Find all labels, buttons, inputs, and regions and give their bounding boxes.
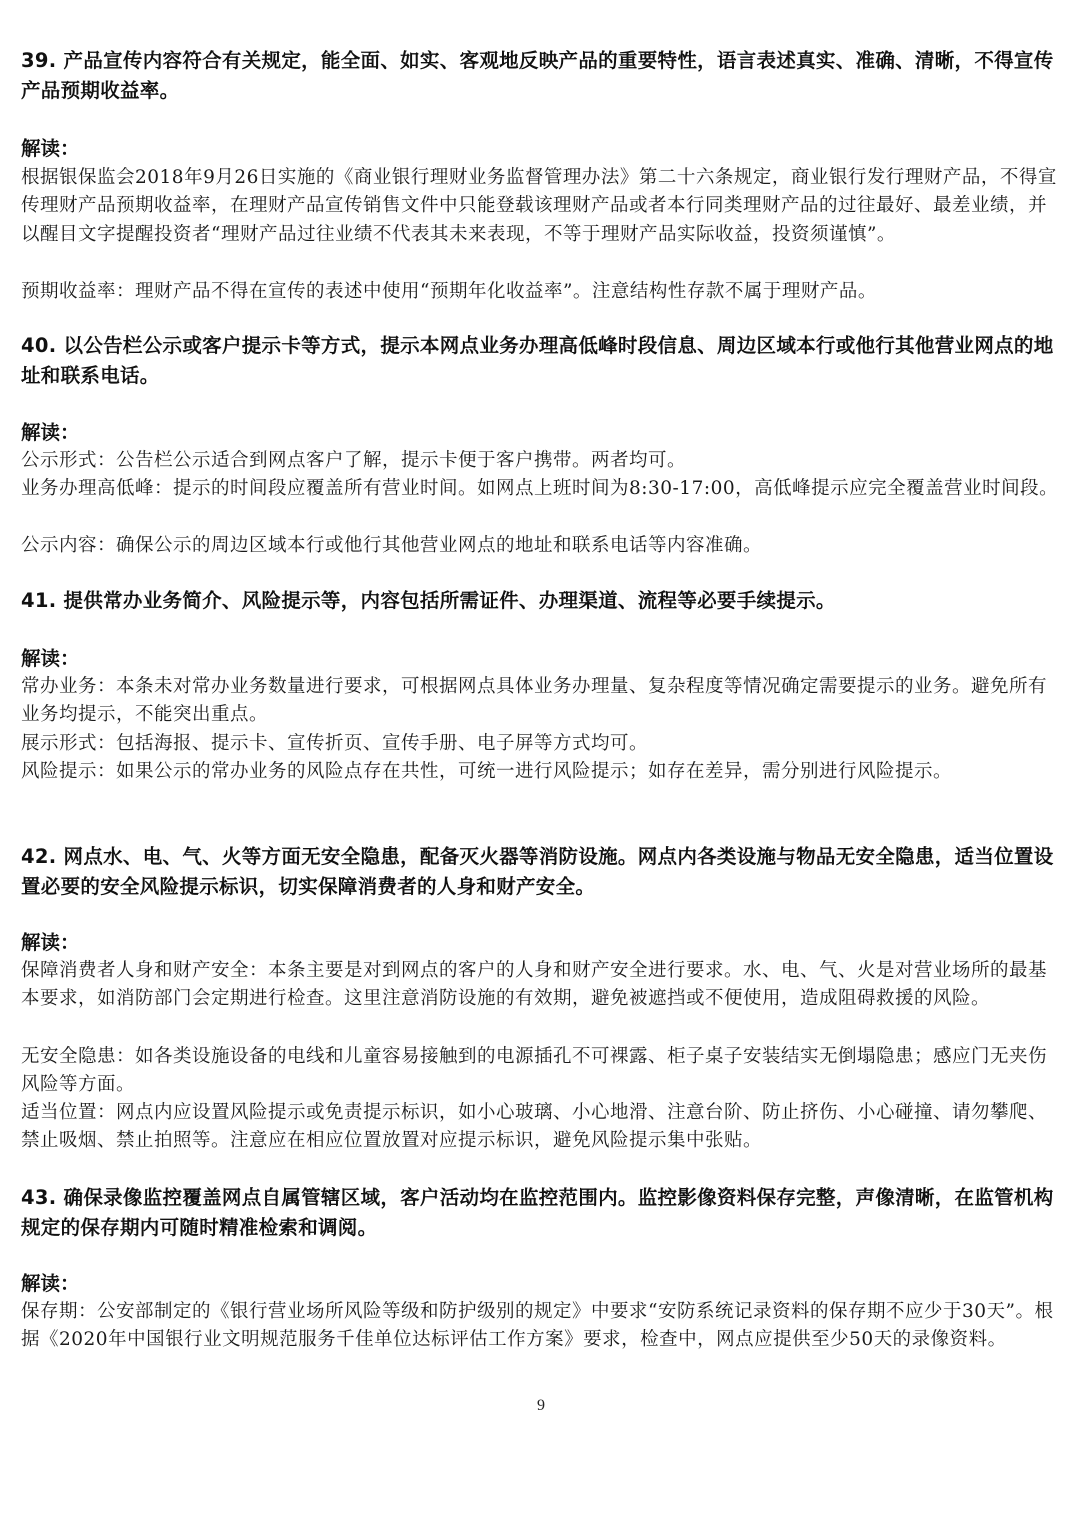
- interpretation-paragraph: 常办业务：本条未对常办业务数量进行要求，可根据网点具体业务办理量、复杂程度等情况确定需要提示的业务。避免所有业务均提示，不能突出重点。: [21, 676, 1048, 726]
- interpretation-paragraph: 预期收益率：理财产品不得在宣传的表述中使用“预期年化收益率”。注意结构性存款不属于理财产品。: [21, 281, 877, 302]
- interpretation-label: 解读：: [21, 1272, 80, 1295]
- section-heading-43: 43. 确保录像监控覆盖网点自属管辖区域，客户活动均在监控范围内。监控影像资料保存完整，声像清晰，在监管机构规定的保存期内可随时精准检索和调阅。: [21, 1186, 1054, 1239]
- section-heading-40: 40. 以公告栏公示或客户提示卡等方式，提示本网点业务办理高低峰时段信息、周边区域本行或他行其他营业网点的地址和联系电话。: [21, 334, 1054, 387]
- section-heading-42: 42. 网点水、电、气、火等方面无安全隐患，配备灭火器等消防设施。网点内各类设施与物品无安全隐患，适当位置设置必要的安全风险提示标识，切实保障消费者的人身和财产安全。: [21, 845, 1054, 898]
- interpretation-label: 解读：: [21, 137, 80, 160]
- interpretation-paragraph: 根据银保监会2018年9月26日实施的《商业银行理财业务监督管理办法》第二十六条规定，商业银行发行理财产品，不得宣传理财产品预期收益率，在理财产品宣传销售文件中只能登载该理财产品或者本行同类理财产品的过往最好、最差业绩，并以醒目文字提醒投资者“理财产品过往业绩不代表其未来表现，不等于理财产品实际收益，投资须谨慎”。: [21, 167, 1057, 245]
- interpretation-paragraph: 公示形式：公告栏公示适合到网点客户了解，提示卡便于客户携带。两者均可。: [21, 450, 687, 471]
- interpretation-paragraph: 保障消费者人身和财产安全：本条主要是对到网点的客户的人身和财产安全进行要求。水、电、气、火是对营业场所的最基本要求，如消防部门会定期进行检查。这里注意消防设施的有效期，避免被遮挡或不便使用，造成阻碍救援的风险。: [21, 960, 1048, 1010]
- interpretation-paragraph: 业务办理高低峰：提示的时间段应覆盖所有营业时间。如网点上班时间为8:30-17:00，高低峰提示应完全覆盖营业时间段。: [21, 478, 1059, 499]
- interpretation-paragraph: 保存期：公安部制定的《银行营业场所风险等级和防护级别的规定》中要求“安防系统记录资料的保存期不应少于30天”。根据《2020年中国银行业文明规范服务千佳单位达标评估工作方案》要求，检查中，网点应提供至少50天的录像资料。: [21, 1301, 1054, 1351]
- page-number: 9: [537, 1397, 545, 1414]
- section-heading-39: 39. 产品宣传内容符合有关规定，能全面、如实、客观地反映产品的重要特性，语言表述真实、准确、清晰，不得宣传产品预期收益率。: [21, 49, 1054, 102]
- section-heading-41: 41. 提供常办业务简介、风险提示等，内容包括所需证件、办理渠道、流程等必要手续提示。: [21, 589, 836, 612]
- interpretation-label: 解读：: [21, 421, 80, 444]
- interpretation-label: 解读：: [21, 647, 80, 670]
- interpretation-label: 解读：: [21, 931, 80, 954]
- interpretation-paragraph: 适当位置：网点内应设置风险提示或免责提示标识，如小心玻璃、小心地滑、注意台阶、防止挤伤、小心碰撞、请勿攀爬、禁止吸烟、禁止拍照等。注意应在相应位置放置对应提示标识，避免风险提示集中张贴。: [21, 1102, 1048, 1152]
- interpretation-paragraph: 无安全隐患：如各类设施设备的电线和儿童容易接触到的电源插孔不可裸露、柜子桌子安装结实无倒塌隐患；感应门无夹伤风险等方面。: [21, 1046, 1048, 1096]
- interpretation-paragraph: 展示形式：包括海报、提示卡、宣传折页、宣传手册、电子屏等方式均可。: [21, 733, 649, 754]
- interpretation-paragraph: 风险提示：如果公示的常办业务的风险点存在共性，可统一进行风险提示；如存在差异，需分别进行风险提示。: [21, 761, 953, 782]
- interpretation-paragraph: 公示内容：确保公示的周边区域本行或他行其他营业网点的地址和联系电话等内容准确。: [21, 535, 763, 556]
